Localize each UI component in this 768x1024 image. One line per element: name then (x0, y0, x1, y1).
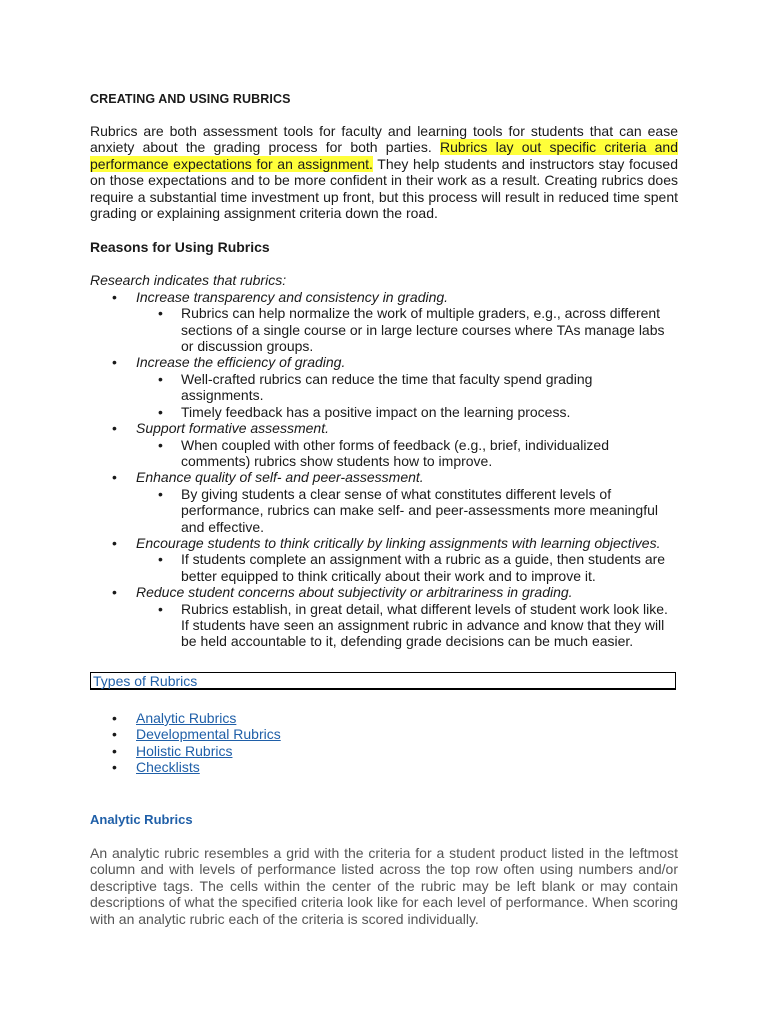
reasons-heading: Reasons for Using Rubrics (90, 239, 270, 256)
bullet-icon: • (112, 534, 117, 551)
list-item (90, 584, 678, 650)
reason-label: Encourage students to think critically by linking assignments with learning objectives. (136, 534, 661, 551)
intro-text-end: They help students and instructors stay focused on those expectations and to be more confident in their work as a result. Creating rubrics does require a substantial time investment up front, but this process will result in reduced time spent grading or explaining assignment criteria down the road. (90, 155, 678, 222)
bullet-icon: • (158, 600, 163, 617)
sub-list (136, 371, 678, 420)
intro-text-start: Rubrics are both assessment tools for faculty and learning tools for students that can ease anxiety about the grading process for both parties. (90, 123, 678, 156)
bullet-icon: • (112, 288, 117, 305)
list-item (136, 601, 678, 650)
document-body (90, 92, 678, 650)
link-developmental-rubrics[interactable]: Developmental Rubrics (136, 726, 281, 743)
list-item (136, 305, 678, 354)
list-item (90, 420, 678, 469)
sub-list (136, 437, 678, 470)
bullet-icon: • (112, 584, 117, 601)
link-analytic-rubrics[interactable]: Analytic Rubrics (136, 710, 237, 726)
page-title: CREATING AND USING RUBRICS (90, 92, 291, 106)
list-item (90, 289, 678, 355)
bullet-icon: • (158, 551, 163, 568)
bullet-icon: • (158, 305, 163, 322)
bullet-icon: • (112, 469, 117, 486)
list-item (136, 404, 678, 420)
list-item (136, 551, 678, 584)
list-item (90, 759, 678, 775)
reason-label: Enhance quality of self- and peer-assessment. (136, 469, 424, 486)
list-item (136, 486, 678, 535)
bullet-icon: • (112, 354, 117, 371)
bullet-icon: • (158, 485, 163, 502)
rubric-type-links (90, 710, 678, 776)
list-item (90, 710, 678, 726)
reason-label: Increase the efficiency of grading. (136, 354, 346, 371)
bullet-icon: • (112, 759, 117, 776)
intro-paragraph (90, 123, 678, 221)
list-item (90, 535, 678, 584)
sub-item-text: If students complete an assignment with a rubric as a guide, then students are better equipped to think critically about their work and to improve it. (181, 551, 666, 584)
list-item (90, 743, 678, 759)
reason-label: Reduce student concerns about subjectivity or arbitrariness in grading. (136, 584, 573, 601)
link-holistic-rubrics[interactable]: Holistic Rubrics (136, 742, 233, 759)
reasons-list (90, 289, 678, 650)
analytic-rubrics-paragraph: An analytic rubric resembles a grid with the criteria for a student product listed in the leftmost column and with levels of performance listed across the top row often using numbers and/or descriptive tags. The cells within the center of the rubric may be left blank or may contain descriptions of what the specified criteria look like for each level of performance. When scoring with an analytic rubric each of the criteria is scored individually. (90, 845, 678, 927)
highlighted-text: Rubrics lay out specific criteria and performance expectations for an assignment. (90, 139, 678, 172)
sub-list (136, 305, 678, 354)
sub-item-text: When coupled with other forms of feedback (e.g., brief, individualized comments) rubrics show students how to improve. (181, 436, 610, 469)
analytic-rubrics-heading: Analytic Rubrics (90, 812, 193, 827)
bullet-icon: • (112, 726, 117, 743)
bullet-icon: • (158, 403, 163, 420)
sub-list (136, 486, 678, 535)
sub-list (136, 551, 678, 584)
reason-label: Increase transparency and consistency in grading. (136, 288, 449, 305)
link-checklists[interactable]: Checklists (136, 759, 200, 776)
list-item (136, 371, 678, 404)
list-item (90, 354, 678, 420)
sub-item-text: Well-crafted rubrics can reduce the time that faculty spend grading assignments. (181, 370, 593, 404)
bullet-icon: • (112, 420, 117, 437)
list-item (136, 437, 678, 470)
reason-label: Support formative assessment. (136, 420, 329, 437)
sub-item-text: Timely feedback has a positive impact on the learning process. (181, 403, 571, 420)
bullet-icon: • (112, 742, 117, 759)
sub-list (136, 601, 678, 650)
bullet-icon: • (112, 710, 117, 726)
reasons-intro: Research indicates that rubrics: (90, 272, 287, 289)
list-item (90, 469, 678, 535)
types-of-rubrics-box: Types of Rubrics (90, 672, 676, 690)
bullet-icon: • (158, 370, 163, 387)
sub-item-text: Rubrics establish, in great detail, what different levels of student work look like. If students have seen an assignment rubric in advance and know that they will be held accountable to it, defending grade decisions can be much easier. (181, 600, 668, 650)
sub-item-text: Rubrics can help normalize the work of multiple graders, e.g., across different sections of a single course or in large lecture courses where TAs manage labs or discussion groups. (181, 305, 665, 355)
bullet-icon: • (158, 436, 163, 453)
list-item (90, 726, 678, 742)
sub-item-text: By giving students a clear sense of what constitutes different levels of performance, rubrics can make self- and peer-assessments more meaningful and effective. (181, 485, 658, 535)
